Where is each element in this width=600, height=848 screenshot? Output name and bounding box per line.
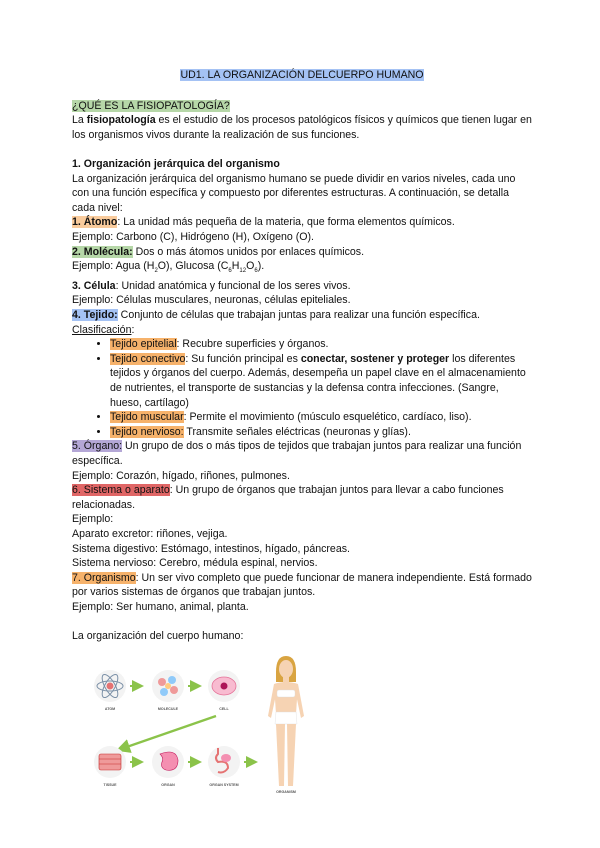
list-item-epitelial: • Tejido epitelial: Recubre superficies y órganos.: [110, 337, 532, 352]
level-atomo: 1. Átomo: La unidad más pequeña de la materia, que forma elementos químicos.: [72, 216, 455, 229]
figure-caption: La organización del cuerpo humano:: [72, 630, 244, 643]
label-molecule: MOLECULE: [157, 707, 179, 711]
list-item-conectivo: • Tejido conectivo: Su función principal es conectar, sostener y proteger los diferentes tejidos y órganos del cuerpo. Además, desempeña un papel clave en el almacenamiento de nutrientes, el transporte de sustancias y la defensa contra infecciones. (Sangre, hueso, cartílago): [110, 352, 532, 410]
arrow-icon: [118, 716, 216, 750]
level-sistema: 6. Sistema o aparato: Un grupo de órganos que trabajan juntos para llevar a cabo funciones relacionadas.: [72, 484, 504, 511]
atom-icon: [94, 670, 126, 702]
organ-icon: [152, 746, 184, 778]
example-atomo: Ejemplo: Carbono (C), Hidrógeno (H), Oxígeno (O).: [72, 230, 314, 243]
label-organ-system: ORGAN SYSTEM: [209, 783, 239, 787]
label-organ: ORGAN: [161, 783, 175, 787]
level-tejido: 4. Tejido: Conjunto de células que trabajan juntas para realizar una función específica.: [72, 309, 480, 322]
example-sistema-3: Sistema nervioso: Cerebro, médula espinal, nervios.: [72, 557, 318, 570]
section1-intro: La organización jerárquica del organismo humano se puede dividir en varios niveles, cada uno con una función específica y compuesto por diferentes estructuras. A continuación, se detalla cada nivel:: [72, 172, 516, 214]
list-item-nervioso: • Tejido nervioso: Transmite señales eléctricas (neuronas y glías).: [110, 425, 532, 440]
level-celula: 3. Célula: Unidad anatómica y funcional de los seres vivos.: [72, 279, 351, 292]
example-molecula: Ejemplo: Agua $(H_2O)$, Glucosa $(C_6H_{12}O_6)$.: [72, 260, 265, 275]
label-organism: ORGANISM: [276, 790, 296, 794]
organ-system-icon: [208, 746, 240, 778]
example-organismo: Ejemplo: Ser humano, animal, planta.: [72, 600, 249, 613]
cell-icon: [208, 670, 240, 702]
clasificacion-label: Clasificación:: [72, 323, 135, 336]
level-molecula: 2. Molécula: Dos o más átomos unidos por enlaces químicos.: [72, 245, 365, 258]
example-sistema-2: Sistema digestivo: Estómago, intestinos, hígado, páncreas.: [72, 542, 350, 555]
example-sistema-1: Aparato excretor: riñones, vejiga.: [72, 527, 228, 540]
level-organismo: 7. Organismo: Un ser vivo completo que puede funcionar de manera independiente. Está formado por varios sistemas de órganos que trabajan juntos.: [72, 571, 532, 599]
tissue-list: [72, 337, 532, 439]
document-title: UD1. LA ORGANIZACIÓN DELCUERPO HUMANO: [180, 69, 424, 81]
label-atom: ATOM: [104, 707, 116, 711]
example-celula: Ejemplo: Células musculares, neuronas, células epiteliales.: [72, 294, 351, 307]
label-tissue: TISSUE: [103, 783, 117, 787]
label-cell: CELL: [219, 707, 229, 711]
list-item-muscular: • Tejido muscular: Permite el movimiento (músculo esquelético, cardíaco, liso).: [110, 410, 532, 425]
example-organo: Ejemplo: Corazón, hígado, riñones, pulmones.: [72, 469, 290, 482]
tissue-icon: [94, 746, 126, 778]
example-sistema-label: Ejemplo:: [72, 513, 114, 526]
document-page: [72, 68, 532, 644]
section-heading-fisiopatologia: ¿QUÉ ES LA FISIOPATOLOGÍA?: [72, 99, 230, 112]
level-organo: 5. Órgano: Un grupo de dos o más tipos de tejidos que trabajan juntos para realizar una función específica.: [72, 440, 522, 467]
molecule-icon: [152, 670, 184, 702]
intro-paragraph: La fisiopatología es el estudio de los procesos patológicos físicos y químicos que tienen lugar en los organismos vivos durante la realización de sus funciones.: [72, 114, 532, 141]
organism-icon: [262, 652, 310, 794]
section1-heading: 1. Organización jerárquica del organismo: [72, 157, 280, 170]
